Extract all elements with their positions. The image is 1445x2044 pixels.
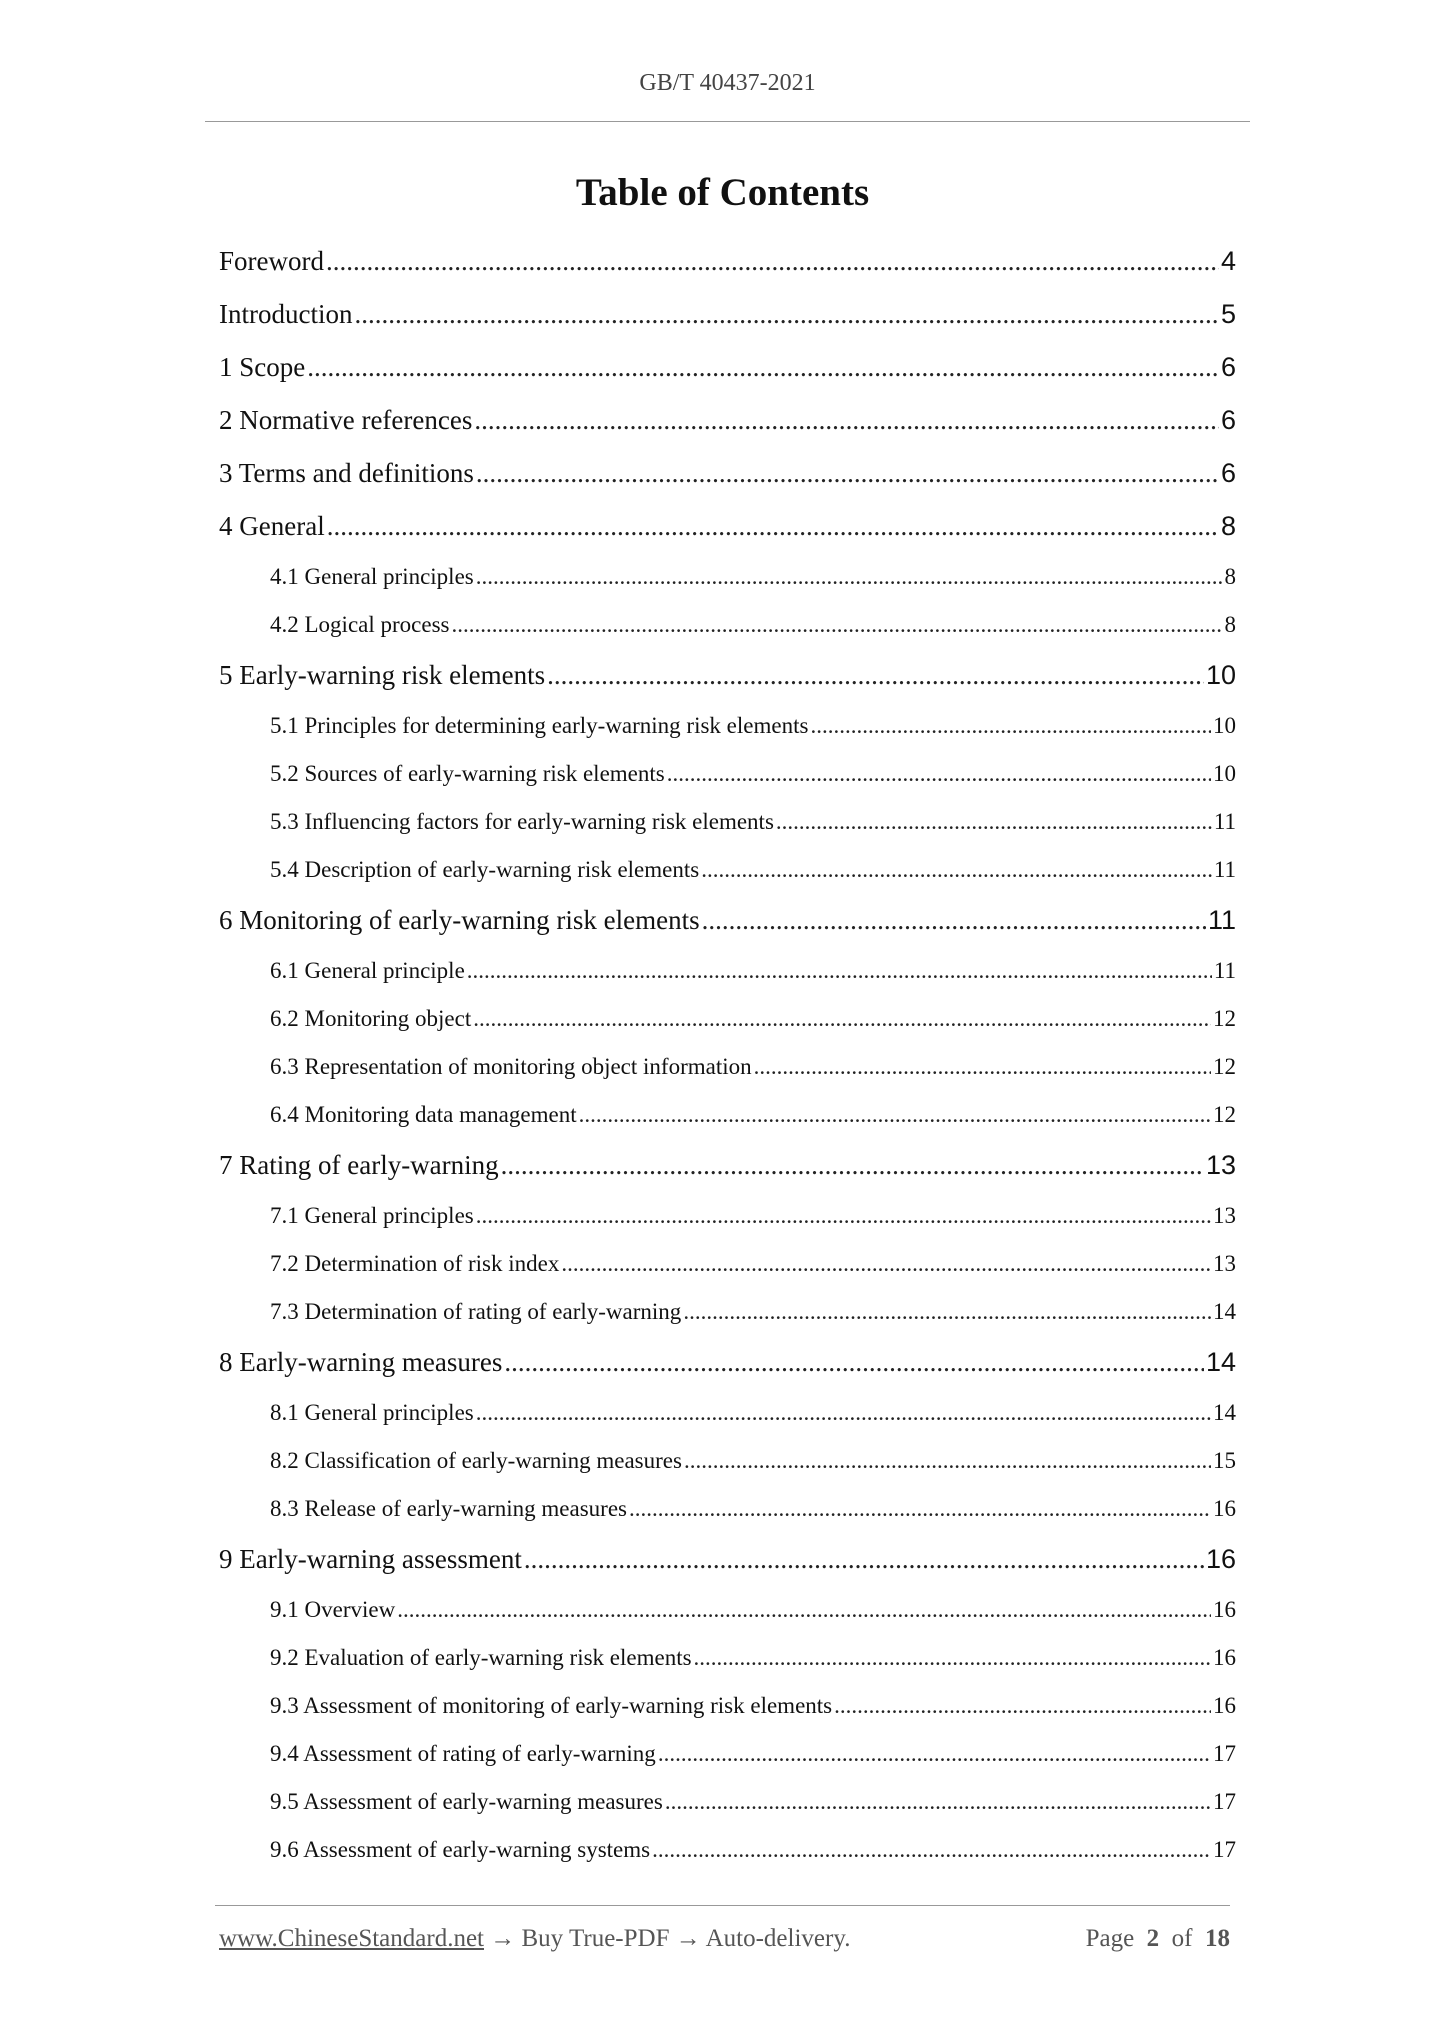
toc-entry-label: 9.2 Evaluation of early-warning risk elements (270, 1645, 692, 1670)
page-current: 2 (1146, 1925, 1160, 1952)
toc-entry-page: 12 (1213, 1102, 1236, 1127)
dot-leader (476, 458, 1219, 489)
toc-entry-page: 6 (1220, 352, 1236, 382)
toc-entry-page: 13 (1213, 1251, 1236, 1276)
dot-leader (579, 1102, 1211, 1128)
dot-leader (307, 352, 1219, 383)
dot-leader (665, 1789, 1211, 1815)
toc-entry-page: 10 (1205, 660, 1236, 690)
toc-entry[interactable] (219, 1783, 1236, 1831)
dot-leader (327, 511, 1219, 542)
toc-entry-label: 5.4 Description of early-warning risk elements (270, 857, 700, 882)
dot-leader (474, 405, 1219, 436)
page-title: Table of Contents (575, 171, 870, 214)
toc-entry-page: 16 (1213, 1597, 1236, 1622)
dot-leader (776, 809, 1212, 835)
toc-entry[interactable] (219, 1341, 1236, 1394)
toc-entry[interactable] (219, 1591, 1236, 1639)
toc-entry-page: 11 (1207, 905, 1236, 935)
toc-entry[interactable] (219, 1000, 1236, 1048)
toc-entry-page: 13 (1205, 1150, 1236, 1180)
toc-entry-page: 15 (1213, 1448, 1236, 1473)
toc-entry-label: 9.6 Assessment of early-warning systems (270, 1837, 651, 1862)
dot-leader (629, 1496, 1211, 1522)
delivery-text: Auto-delivery. (705, 1925, 851, 1952)
toc-entry[interactable] (219, 452, 1236, 505)
toc-entry[interactable] (219, 1687, 1236, 1735)
arrow-icon: → (675, 1925, 701, 1952)
dot-leader (473, 1006, 1211, 1032)
toc-entry-label: 4.2 Logical process (270, 612, 450, 637)
toc-entry-label: 7.2 Determination of risk index (270, 1251, 560, 1276)
toc-entry[interactable] (219, 1144, 1236, 1197)
dot-leader (524, 1544, 1204, 1575)
dot-leader (702, 905, 1206, 936)
dot-leader (397, 1597, 1211, 1623)
toc-entry[interactable] (219, 1490, 1236, 1538)
toc-entry-label: 6.2 Monitoring object (270, 1006, 472, 1031)
toc-entry-page: 17 (1213, 1741, 1236, 1766)
toc-entry[interactable] (219, 1831, 1236, 1879)
toc-entry[interactable] (219, 240, 1236, 293)
toc-entry-page: 11 (1213, 857, 1236, 882)
toc-entry-page: 8 (1220, 511, 1236, 541)
toc-entry[interactable] (219, 558, 1236, 606)
page-footer (219, 1925, 1230, 1953)
dot-leader (561, 1251, 1211, 1277)
dot-leader (354, 299, 1218, 330)
toc-entry-label: 8 Early-warning measures (219, 1347, 503, 1377)
page-number (1086, 1925, 1230, 1953)
toc-entry-label: 6.3 Representation of monitoring object information (270, 1054, 752, 1079)
toc-entry-label: 9.5 Assessment of early-warning measures (270, 1789, 663, 1814)
toc-entry-label: 6.4 Monitoring data management (270, 1102, 577, 1127)
toc-entry-label: Foreword (219, 246, 324, 276)
toc-entry[interactable] (219, 293, 1236, 346)
header-divider (205, 121, 1250, 122)
toc-entry-page: 4 (1220, 246, 1236, 276)
dot-leader (476, 1203, 1211, 1229)
chinesestandard-link[interactable]: www.ChineseStandard.net (219, 1925, 484, 1952)
page-total: 18 (1205, 1925, 1230, 1952)
toc-entry-label: 5.2 Sources of early-warning risk elements (270, 761, 665, 786)
toc-entry-page: 6 (1220, 405, 1236, 435)
toc-entry-label: 7 Rating of early-warning (219, 1150, 499, 1180)
toc-entry-page: 16 (1213, 1496, 1236, 1521)
toc-entry-label: 5.3 Influencing factors for early-warning risk elements (270, 809, 774, 834)
toc-entry-page: 12 (1213, 1054, 1236, 1079)
toc-entry-page: 12 (1213, 1006, 1236, 1031)
toc-entry[interactable] (219, 654, 1236, 707)
toc-entry-label: 6 Monitoring of early-warning risk elements (219, 905, 700, 935)
toc-entry-label: 6.1 General principle (270, 958, 465, 983)
dot-leader (701, 857, 1212, 883)
document-code-header: GB/T 40437-2021 (639, 70, 816, 96)
toc-entry[interactable] (219, 803, 1236, 851)
toc-entry-page: 13 (1213, 1203, 1236, 1228)
toc-entry-page: 14 (1213, 1299, 1236, 1324)
dot-leader (834, 1693, 1211, 1719)
toc-entry-label: 9 Early-warning assessment (219, 1544, 522, 1574)
toc-entry-label: 8.3 Release of early-warning measures (270, 1496, 627, 1521)
toc-entry-page: 10 (1213, 761, 1236, 786)
toc-entry-label: 5 Early-warning risk elements (219, 660, 546, 690)
toc-entry-label: 1 Scope (219, 352, 306, 382)
toc-entry-page: 17 (1213, 1837, 1236, 1862)
dot-leader (501, 1150, 1204, 1181)
dot-leader (658, 1741, 1211, 1767)
table-of-contents (219, 240, 1236, 1879)
toc-entry-page: 17 (1213, 1789, 1236, 1814)
toc-entry[interactable] (219, 1538, 1236, 1591)
toc-entry[interactable] (219, 952, 1236, 1000)
toc-entry[interactable] (219, 1096, 1236, 1144)
toc-entry-label: 3 Terms and definitions (219, 458, 474, 488)
dot-leader (683, 1299, 1211, 1325)
buy-text: Buy True-PDF (521, 1925, 670, 1952)
dot-leader (451, 612, 1222, 638)
dot-leader (652, 1837, 1211, 1863)
toc-entry-page: 16 (1213, 1645, 1236, 1670)
toc-entry-label: 8.2 Classification of early-warning measures (270, 1448, 682, 1473)
toc-entry[interactable] (219, 606, 1236, 654)
dot-leader (694, 1645, 1211, 1671)
dot-leader (326, 246, 1219, 277)
of-word: of (1171, 1925, 1193, 1952)
toc-entry[interactable] (219, 1735, 1236, 1783)
toc-entry-page: 11 (1213, 958, 1236, 983)
toc-entry-page: 16 (1205, 1544, 1236, 1574)
toc-entry[interactable] (219, 851, 1236, 899)
toc-entry[interactable] (219, 1394, 1236, 1442)
toc-entry[interactable] (219, 899, 1236, 952)
arrow-icon: → (490, 1925, 516, 1952)
toc-entry-label: 9.4 Assessment of rating of early-warning (270, 1741, 656, 1766)
toc-entry[interactable] (219, 1048, 1236, 1096)
toc-entry-page: 6 (1220, 458, 1236, 488)
toc-entry[interactable] (219, 1197, 1236, 1245)
toc-entry-page: 8 (1224, 564, 1236, 589)
toc-entry[interactable] (219, 1245, 1236, 1293)
footer-promo (219, 1925, 850, 1953)
toc-entry[interactable] (219, 1639, 1236, 1687)
toc-entry[interactable] (219, 505, 1236, 558)
toc-entry[interactable] (219, 1442, 1236, 1490)
dot-leader (754, 1054, 1211, 1080)
dot-leader (504, 1347, 1204, 1378)
toc-entry-page: 14 (1205, 1347, 1236, 1377)
toc-entry[interactable] (219, 755, 1236, 803)
toc-entry-label: 9.3 Assessment of monitoring of early-warning risk elements (270, 1693, 833, 1718)
toc-entry-label: 4.1 General principles (270, 564, 474, 589)
dot-leader (684, 1448, 1211, 1474)
dot-leader (547, 660, 1204, 691)
dot-leader (667, 761, 1211, 787)
toc-entry-page: 16 (1213, 1693, 1236, 1718)
dot-leader (810, 713, 1211, 739)
page-word: Page (1085, 1925, 1135, 1952)
toc-entry[interactable] (219, 1293, 1236, 1341)
toc-entry[interactable] (219, 707, 1236, 755)
toc-entry-label: 5.1 Principles for determining early-warning risk elements (270, 713, 809, 738)
toc-entry[interactable] (219, 346, 1236, 399)
toc-entry-page: 5 (1220, 299, 1236, 329)
toc-entry-label: 2 Normative references (219, 405, 473, 435)
toc-entry-label: 7.3 Determination of rating of early-warning (270, 1299, 682, 1324)
toc-entry-label: Introduction (219, 299, 353, 329)
toc-entry-label: 7.1 General principles (270, 1203, 474, 1228)
toc-entry-label: 9.1 Overview (270, 1597, 396, 1622)
toc-entry-page: 8 (1224, 612, 1236, 637)
toc-entry[interactable] (219, 399, 1236, 452)
dot-leader (467, 958, 1212, 984)
dot-leader (476, 564, 1223, 590)
dot-leader (476, 1400, 1211, 1426)
toc-entry-label: 8.1 General principles (270, 1400, 474, 1425)
toc-entry-page: 14 (1213, 1400, 1236, 1425)
footer-divider (215, 1905, 1230, 1906)
toc-entry-page: 11 (1213, 809, 1236, 834)
toc-entry-label: 4 General (219, 511, 325, 541)
toc-entry-page: 10 (1213, 713, 1236, 738)
